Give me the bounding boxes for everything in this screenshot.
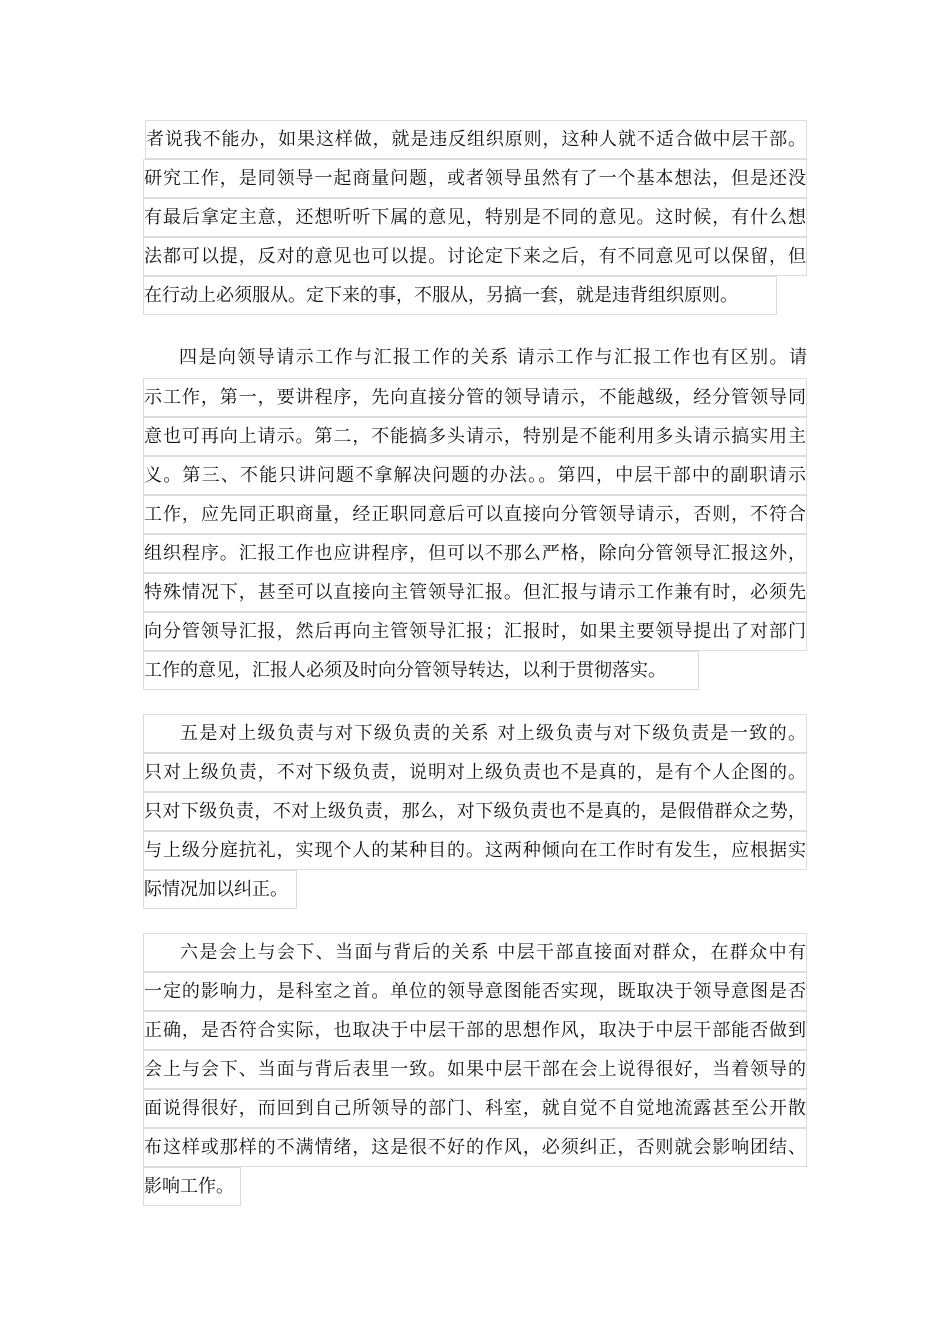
text-line: 特殊情况下，甚至可以直接向主管领导汇报。但汇报与请示工作兼有时，必须先	[143, 573, 807, 612]
text-line: 布这样或那样的不满情绪，这是很不好的作风，必须纠正，否则就会影响团结、	[143, 1128, 807, 1167]
text-line: 面说得很好，而回到自己所领导的部门、科室，就自觉不自觉地流露甚至公开散	[143, 1089, 807, 1128]
text-line: 工作，应先同正职商量，经正职同意后可以直接向分管领导请示，否则，不符合	[143, 495, 807, 534]
text-line: 会上与会下、当面与背后表里一致。如果中层干部在会上说得很好，当着领导的	[143, 1050, 807, 1089]
text-line: 法都可以提，反对的意见也可以提。讨论定下来之后，有不同意见可以保留，但	[143, 237, 807, 276]
text-line: 研究工作，是同领导一起商量问题，或者领导虽然有了一个基本想法，但是还没	[143, 159, 807, 198]
text-line: 者说我不能办，如果这样做，就是违反组织原则，这种人就不适合做中层干部。	[145, 120, 807, 159]
text-line: 工作的意见，汇报人必须及时向分管领导转达，以利于贯彻落实。	[143, 651, 699, 690]
text-line: 示工作，第一，要讲程序，先向直接分管的领导请示，不能越级，经分管领导同	[143, 378, 807, 417]
text-line: 正确，是否符合实际，也取决于中层干部的思想作风，取决于中层干部能否做到	[143, 1011, 807, 1050]
text-line: 一定的影响力，是科室之首。单位的领导意图能否实现，既取决于领导意图是否	[143, 972, 807, 1011]
paragraph-heading-line: 四是向领导请示工作与汇报工作的关系 请示工作与汇报工作也有区别。请	[179, 347, 807, 368]
text-line: 有最后拿定主意，还想听听下属的意见，特别是不同的意见。这时候，有什么想	[143, 198, 807, 237]
paragraph-meeting	[143, 933, 807, 1206]
text-line: 意也可再向上请示。第二，不能搞多头请示，特别是不能利用多头请示搞实用主	[143, 417, 807, 456]
text-line: 组织程序。汇报工作也应讲程序，但可以不那么严格，除向分管领导汇报这外，	[143, 534, 807, 573]
text-line: 际情况加以纠正。	[143, 870, 297, 909]
text-line: 只对上级负责，不对下级负责，说明对上级负责也不是真的，是有个人企图的。	[143, 753, 807, 792]
paragraph-heading-line: 六是会上与会下、当面与背后的关系 中层干部直接面对群众，在群众中有	[143, 933, 807, 972]
paragraph-heading-line: 五是对上级负责与对下级负责的关系 对上级负责与对下级负责是一致的。	[143, 714, 807, 753]
text-line: 义。第三、不能只讲问题不拿解决问题的办法。。第四，中层干部中的副职请示	[143, 456, 807, 495]
text-line: 向分管领导汇报，然后再向主管领导汇报；汇报时，如果主要领导提出了对部门	[143, 612, 807, 651]
text-line: 在行动上必须服从。定下来的事，不服从，另搞一套，就是违背组织原则。	[143, 276, 777, 315]
text-line: 与上级分庭抗礼，实现个人的某种目的。这两种倾向在工作时有发生，应根据实	[143, 831, 807, 870]
paragraph-continuation	[143, 120, 807, 315]
document-body	[143, 120, 807, 1230]
paragraph-responsibility	[143, 714, 807, 909]
paragraph-request-report	[143, 339, 807, 690]
text-line: 影响工作。	[143, 1167, 241, 1206]
text-line: 只对下级负责，不对上级负责，那么，对下级负责也不是真的，是假借群众之势，	[143, 792, 807, 831]
